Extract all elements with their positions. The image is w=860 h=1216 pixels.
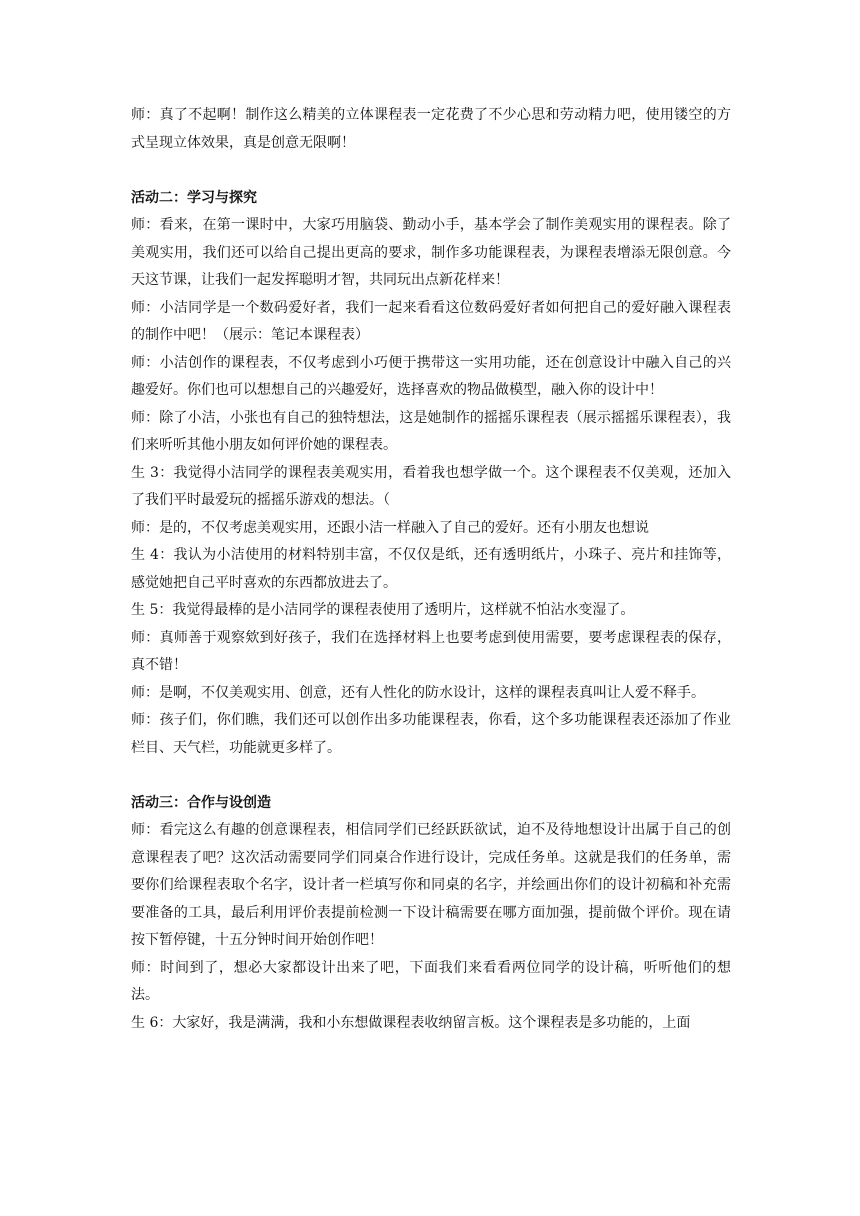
document-body — [131, 102, 731, 1037]
section-heading-activity-three: 活动三：合作与设创造 — [131, 794, 271, 811]
paragraph: 师：小洁同学是一个数码爱好者，我们一起来看看这位数码爱好者如何把自己的爱好融入课程表的制作中吧！（展示：笔记本课程表） — [131, 299, 731, 343]
paragraph: 生 6：大家好，我是满满，我和小东想做课程表收纳留言板。这个课程表是多功能的，上面 — [131, 1014, 691, 1031]
paragraph: 师：小洁创作的课程表，不仅考虑到小巧便于携带这一实用功能，还在创意设计中融入自己的兴趣爱好。你们也可以想想自己的兴趣爱好，选择喜欢的物品做模型，融入你的设计中！ — [131, 354, 731, 398]
paragraph: 生 5：我觉得最棒的是小洁同学的课程表使用了透明片，这样就不怕沾水变湿了。 — [131, 602, 635, 618]
paragraph: 师：看来，在第一课时中，大家巧用脑袋、勤动小手，基本学会了制作美观实用的课程表。除了美观实用，我们还可以给自己提出更高的要求，制作多功能课程表，为课程表增添无限创意。今天这节课，让我们一起发挥聪明才智，共同玩出点新花样来！ — [131, 217, 731, 288]
paragraph: 生 4：我认为小洁使用的材料特别丰富，不仅仅是纸，还有透明纸片，小珠子、亮片和挂饰等，感觉她把自己平时喜欢的东西都放进去了。 — [131, 547, 731, 591]
blank-line — [131, 157, 731, 185]
section-heading-activity-two: 活动二：学习与探究 — [131, 189, 257, 206]
paragraph: 师：是啊，不仅美观实用、创意，还有人性化的防水设计，这样的课程表真叫让人爱不释手。 — [131, 684, 705, 701]
paragraph: 师：时间到了，想必大家都设计出来了吧，下面我们来看看两位同学的设计稿，听听他们的想法。 — [131, 959, 731, 1003]
paragraph: 师：孩子们，你们瞧，我们还可以创作出多功能课程表，你看，这个多功能课程表还添加了作业栏目、天气栏，功能就更多样了。 — [131, 712, 731, 756]
paragraph: 师：是的，不仅考虑美观实用，还跟小洁一样融入了自己的爱好。还有小朋友也想说 — [131, 519, 649, 536]
paragraph: 生 3：我觉得小洁同学的课程表美观实用，看着我也想学做一个。这个课程表不仅美观，还加入了我们平时最爱玩的摇摇乐游戏的想法。（ — [131, 464, 731, 508]
paragraph: 师：除了小洁，小张也有自己的独特想法，这是她制作的摇摇乐课程表（展示摇摇乐课程表），我们来听听其他小朋友如何评价她的课程表。 — [131, 409, 731, 453]
paragraph: 师：真了不起啊！制作这么精美的立体课程表一定花费了不少心思和劳动精力吧，使用镂空的方式呈现立体效果，真是创意无限啊！ — [131, 107, 731, 151]
blank-line — [131, 762, 731, 790]
paragraph: 师：看完这么有趣的创意课程表，相信同学们已经跃跃欲试，迫不及待地想设计出属于自己的创意课程表了吧？这次活动需要同学们同桌合作进行设计，完成任务单。这就是我们的任务单，需要你们给课程表取个名字，设计者一栏填写你和同桌的名字，并绘画出你们的设计初稿和补充需要准备的工具，最后利用评价表提前检测一下设计稿需要在哪方面加强，提前做个评价。现在请按下暂停键，十五分钟时间开始创作吧！ — [131, 822, 731, 948]
paragraph: 师：真师善于观察欸到好孩子，我们在选择材料上也要考虑到使用需要，要考虑课程表的保存，真不错！ — [131, 629, 731, 673]
